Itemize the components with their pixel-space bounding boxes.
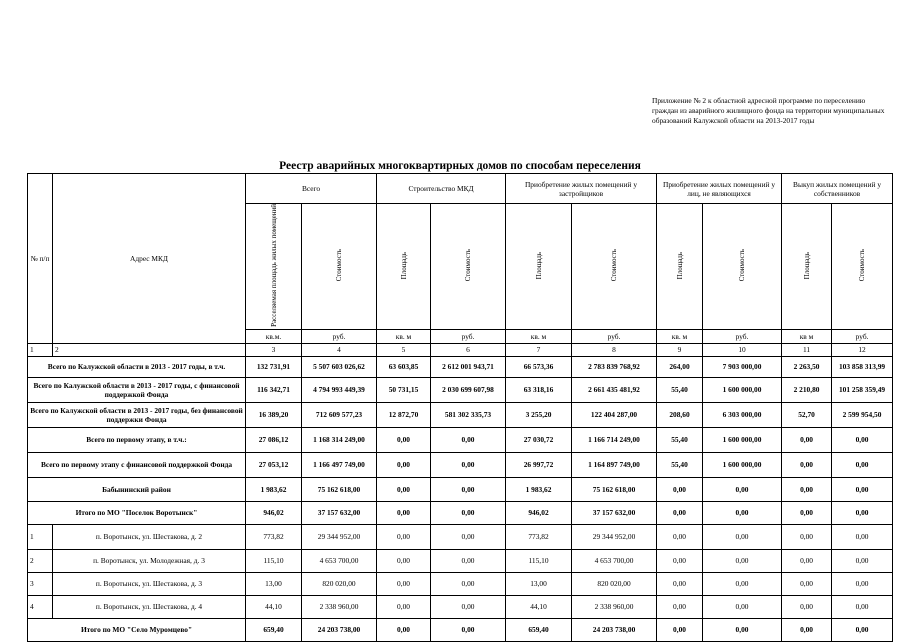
value-cell: 24 203 738,00 bbox=[572, 618, 657, 641]
value-cell: 0,00 bbox=[782, 572, 832, 595]
value-cell: 101 258 359,49 bbox=[832, 377, 893, 402]
value-cell: 13,00 bbox=[506, 572, 572, 595]
value-cell: 0,00 bbox=[703, 595, 782, 618]
table-row bbox=[28, 501, 893, 524]
value-cell: 2 783 839 768,92 bbox=[572, 356, 657, 377]
table-row bbox=[28, 595, 893, 618]
unit-cell: кв м bbox=[782, 329, 832, 343]
value-cell: 1 168 314 249,00 bbox=[302, 427, 377, 452]
row-address: п. Воротынск, ул. Шестакова, д. 2 bbox=[53, 524, 246, 549]
value-cell: 26 997,72 bbox=[506, 452, 572, 477]
value-cell: 132 731,91 bbox=[246, 356, 302, 377]
table-row bbox=[28, 549, 893, 572]
value-cell: 0,00 bbox=[832, 549, 893, 572]
value-cell: 581 302 335,73 bbox=[431, 402, 506, 427]
value-cell: 37 157 632,00 bbox=[572, 501, 657, 524]
header-area: Площадь bbox=[657, 204, 703, 330]
value-cell: 4 794 993 449,39 bbox=[302, 377, 377, 402]
colnum-cell: 2 bbox=[53, 343, 246, 356]
header-cost: Стоимость bbox=[302, 204, 377, 330]
value-cell: 29 344 952,00 bbox=[302, 524, 377, 549]
value-cell: 2 338 960,00 bbox=[302, 595, 377, 618]
row-number: 2 bbox=[28, 549, 53, 572]
row-address: п. Воротынск, ул. Шестакова, д. 3 bbox=[53, 572, 246, 595]
value-cell: 0,00 bbox=[657, 477, 703, 501]
value-cell: 0,00 bbox=[657, 572, 703, 595]
table-row bbox=[28, 427, 893, 452]
table-row bbox=[28, 377, 893, 402]
value-cell: 0,00 bbox=[377, 477, 431, 501]
row-address: Всего по первому этапу с финансовой поддержкой Фонда bbox=[28, 452, 246, 477]
value-cell: 0,00 bbox=[431, 501, 506, 524]
value-cell: 0,00 bbox=[703, 477, 782, 501]
value-cell: 24 203 738,00 bbox=[302, 618, 377, 641]
value-cell: 0,00 bbox=[703, 524, 782, 549]
value-cell: 0,00 bbox=[431, 618, 506, 641]
value-cell: 0,00 bbox=[832, 427, 893, 452]
value-cell: 2 612 001 943,71 bbox=[431, 356, 506, 377]
value-cell: 2 263,50 bbox=[782, 356, 832, 377]
value-cell: 659,40 bbox=[506, 618, 572, 641]
document-title: Реестр аварийных многоквартирных домов по способам переселения bbox=[279, 160, 641, 172]
table-row bbox=[28, 452, 893, 477]
value-cell: 0,00 bbox=[377, 524, 431, 549]
value-cell: 75 162 618,00 bbox=[302, 477, 377, 501]
value-cell: 1 164 897 749,00 bbox=[572, 452, 657, 477]
value-cell: 0,00 bbox=[782, 477, 832, 501]
value-cell: 0,00 bbox=[377, 427, 431, 452]
row-address: п. Воротынск, ул. Молодежная, д. 3 bbox=[53, 549, 246, 572]
header-construction: Строительство МКД bbox=[377, 174, 506, 204]
value-cell: 4 653 700,00 bbox=[572, 549, 657, 572]
value-cell: 0,00 bbox=[782, 549, 832, 572]
value-cell: 115,10 bbox=[246, 549, 302, 572]
value-cell: 1 983,62 bbox=[246, 477, 302, 501]
header-cost: Стоимость bbox=[832, 204, 893, 330]
colnum-cell: 7 bbox=[506, 343, 572, 356]
value-cell: 0,00 bbox=[703, 501, 782, 524]
appendix-note: Приложение № 2 к областной адресной программе по переселению граждан из аварийного жилищного фонда на территории муниципальных образований Калужской области на 2013-2017 годы bbox=[652, 96, 885, 125]
colnum-cell: 12 bbox=[832, 343, 893, 356]
header-row-groups bbox=[28, 174, 893, 204]
value-cell: 1 600 000,00 bbox=[703, 377, 782, 402]
value-cell: 0,00 bbox=[377, 501, 431, 524]
value-cell: 1 600 000,00 bbox=[703, 452, 782, 477]
value-cell: 75 162 618,00 bbox=[572, 477, 657, 501]
value-cell: 0,00 bbox=[782, 452, 832, 477]
value-cell: 29 344 952,00 bbox=[572, 524, 657, 549]
value-cell: 1 166 497 749,00 bbox=[302, 452, 377, 477]
value-cell: 115,10 bbox=[506, 549, 572, 572]
row-number: 4 bbox=[28, 595, 53, 618]
row-number: 3 bbox=[28, 572, 53, 595]
value-cell: 55,40 bbox=[657, 377, 703, 402]
row-address: Бабынинский район bbox=[28, 477, 246, 501]
value-cell: 208,60 bbox=[657, 402, 703, 427]
value-cell: 0,00 bbox=[431, 549, 506, 572]
value-cell: 0,00 bbox=[657, 501, 703, 524]
colnum-cell: 4 bbox=[302, 343, 377, 356]
value-cell: 63 603,85 bbox=[377, 356, 431, 377]
value-cell: 1 600 000,00 bbox=[703, 427, 782, 452]
value-cell: 946,02 bbox=[506, 501, 572, 524]
header-area: Площадь bbox=[377, 204, 431, 330]
value-cell: 0,00 bbox=[377, 452, 431, 477]
unit-cell: кв.м. bbox=[246, 329, 302, 343]
value-cell: 0,00 bbox=[782, 618, 832, 641]
value-cell: 2 661 435 481,92 bbox=[572, 377, 657, 402]
value-cell: 7 903 000,00 bbox=[703, 356, 782, 377]
value-cell: 0,00 bbox=[703, 549, 782, 572]
value-cell: 820 020,00 bbox=[302, 572, 377, 595]
value-cell: 0,00 bbox=[657, 524, 703, 549]
unit-cell: кв. м bbox=[377, 329, 431, 343]
table-row bbox=[28, 572, 893, 595]
value-cell: 16 389,20 bbox=[246, 402, 302, 427]
row-number: 1 bbox=[28, 524, 53, 549]
value-cell: 0,00 bbox=[431, 572, 506, 595]
value-cell: 0,00 bbox=[832, 618, 893, 641]
value-cell: 0,00 bbox=[782, 427, 832, 452]
header-row-colnums bbox=[28, 343, 893, 356]
value-cell: 2 338 960,00 bbox=[572, 595, 657, 618]
value-cell: 0,00 bbox=[657, 549, 703, 572]
row-address: Всего по Калужской области в 2013 - 2017 годы, без финансовой поддержки Фонда bbox=[28, 402, 246, 427]
value-cell: 12 872,70 bbox=[377, 402, 431, 427]
value-cell: 659,40 bbox=[246, 618, 302, 641]
unit-cell: руб. bbox=[431, 329, 506, 343]
value-cell: 0,00 bbox=[431, 595, 506, 618]
value-cell: 0,00 bbox=[377, 572, 431, 595]
value-cell: 50 731,15 bbox=[377, 377, 431, 402]
table-row bbox=[28, 402, 893, 427]
value-cell: 55,40 bbox=[657, 427, 703, 452]
value-cell: 0,00 bbox=[832, 452, 893, 477]
header-purchase-other: Приобретение жилых помещений у лиц, не являющихся bbox=[657, 174, 782, 204]
unit-cell: кв. м bbox=[506, 329, 572, 343]
row-address: Итого по МО "Село Муромцево" bbox=[28, 618, 246, 641]
value-cell: 116 342,71 bbox=[246, 377, 302, 402]
value-cell: 0,00 bbox=[832, 524, 893, 549]
colnum-cell: 11 bbox=[782, 343, 832, 356]
header-cost: Стоимость bbox=[431, 204, 506, 330]
value-cell: 0,00 bbox=[377, 618, 431, 641]
header-area: Площадь bbox=[782, 204, 832, 330]
unit-cell: руб. bbox=[572, 329, 657, 343]
value-cell: 2 599 954,50 bbox=[832, 402, 893, 427]
table-row bbox=[28, 477, 893, 501]
value-cell: 264,00 bbox=[657, 356, 703, 377]
registry-table bbox=[27, 173, 893, 642]
value-cell: 0,00 bbox=[431, 477, 506, 501]
value-cell: 1 983,62 bbox=[506, 477, 572, 501]
value-cell: 27 086,12 bbox=[246, 427, 302, 452]
value-cell: 63 318,16 bbox=[506, 377, 572, 402]
value-cell: 712 609 577,23 bbox=[302, 402, 377, 427]
value-cell: 0,00 bbox=[657, 595, 703, 618]
value-cell: 27 053,12 bbox=[246, 452, 302, 477]
value-cell: 3 255,20 bbox=[506, 402, 572, 427]
value-cell: 0,00 bbox=[431, 427, 506, 452]
value-cell: 0,00 bbox=[832, 572, 893, 595]
value-cell: 0,00 bbox=[431, 452, 506, 477]
value-cell: 0,00 bbox=[431, 524, 506, 549]
header-cost: Стоимость bbox=[703, 204, 782, 330]
value-cell: 0,00 bbox=[782, 595, 832, 618]
value-cell: 2 210,80 bbox=[782, 377, 832, 402]
value-cell: 773,82 bbox=[506, 524, 572, 549]
value-cell: 820 020,00 bbox=[572, 572, 657, 595]
value-cell: 0,00 bbox=[377, 595, 431, 618]
header-purchase-dev: Приобретение жилых помещений у застройщиков bbox=[506, 174, 657, 204]
row-address: Всего по первому этапу, в т.ч.: bbox=[28, 427, 246, 452]
header-total: Всего bbox=[246, 174, 377, 204]
colnum-cell: 9 bbox=[657, 343, 703, 356]
value-cell: 946,02 bbox=[246, 501, 302, 524]
unit-cell: руб. bbox=[832, 329, 893, 343]
header-area: Площадь bbox=[506, 204, 572, 330]
header-cost: Стоимость bbox=[572, 204, 657, 330]
value-cell: 13,00 bbox=[246, 572, 302, 595]
colnum-cell: 6 bbox=[431, 343, 506, 356]
value-cell: 37 157 632,00 bbox=[302, 501, 377, 524]
unit-cell: руб. bbox=[302, 329, 377, 343]
row-address: п. Воротынск, ул. Шестакова, д. 4 bbox=[53, 595, 246, 618]
value-cell: 52,70 bbox=[782, 402, 832, 427]
value-cell: 44,10 bbox=[506, 595, 572, 618]
value-cell: 103 858 313,99 bbox=[832, 356, 893, 377]
header-num: № п/п bbox=[28, 174, 53, 344]
table-row bbox=[28, 618, 893, 641]
row-address: Всего по Калужской области в 2013 - 2017 годы, в т.ч. bbox=[28, 356, 246, 377]
value-cell: 55,40 bbox=[657, 452, 703, 477]
value-cell: 0,00 bbox=[782, 501, 832, 524]
value-cell: 66 573,36 bbox=[506, 356, 572, 377]
value-cell: 122 404 287,00 bbox=[572, 402, 657, 427]
value-cell: 6 303 000,00 bbox=[703, 402, 782, 427]
value-cell: 44,10 bbox=[246, 595, 302, 618]
row-address: Итого по МО "Поселок Воротынск" bbox=[28, 501, 246, 524]
header-address: Адрес МКД bbox=[53, 174, 246, 344]
colnum-cell: 8 bbox=[572, 343, 657, 356]
colnum-cell: 10 bbox=[703, 343, 782, 356]
value-cell: 0,00 bbox=[832, 595, 893, 618]
value-cell: 2 030 699 607,98 bbox=[431, 377, 506, 402]
header-resettled-area: Расселяемая площадь жилых помещений bbox=[246, 204, 302, 330]
value-cell: 1 166 714 249,00 bbox=[572, 427, 657, 452]
value-cell: 0,00 bbox=[377, 549, 431, 572]
value-cell: 4 653 700,00 bbox=[302, 549, 377, 572]
table-row bbox=[28, 524, 893, 549]
header-buyout: Выкуп жилых помещений у собственников bbox=[782, 174, 893, 204]
value-cell: 27 030,72 bbox=[506, 427, 572, 452]
value-cell: 0,00 bbox=[832, 501, 893, 524]
value-cell: 0,00 bbox=[657, 618, 703, 641]
unit-cell: кв. м bbox=[657, 329, 703, 343]
colnum-cell: 1 bbox=[28, 343, 53, 356]
colnum-cell: 3 bbox=[246, 343, 302, 356]
value-cell: 0,00 bbox=[703, 618, 782, 641]
value-cell: 0,00 bbox=[782, 524, 832, 549]
value-cell: 5 507 603 026,62 bbox=[302, 356, 377, 377]
value-cell: 0,00 bbox=[832, 477, 893, 501]
value-cell: 773,82 bbox=[246, 524, 302, 549]
row-address: Всего по Калужской области в 2013 - 2017 годы, с финансовой поддержкой Фонда bbox=[28, 377, 246, 402]
value-cell: 0,00 bbox=[703, 572, 782, 595]
table-row bbox=[28, 356, 893, 377]
colnum-cell: 5 bbox=[377, 343, 431, 356]
unit-cell: руб. bbox=[703, 329, 782, 343]
